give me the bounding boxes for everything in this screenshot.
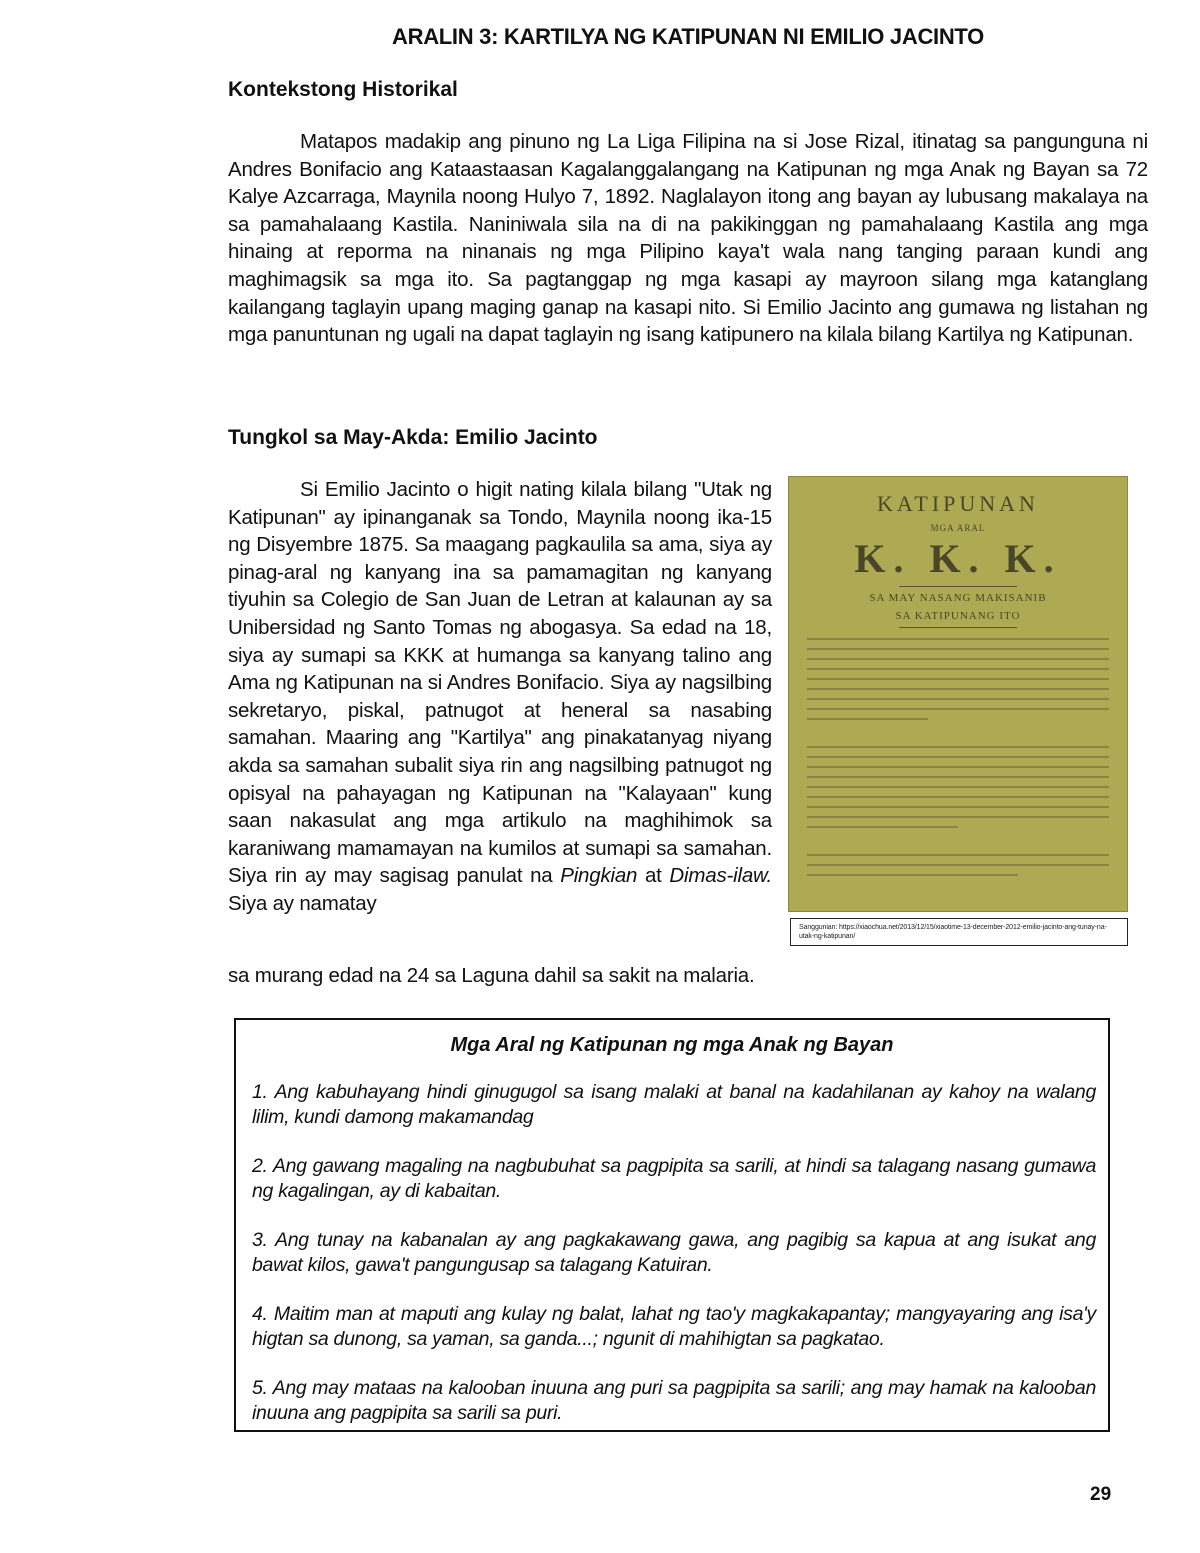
author-biography-paragraph <box>228 476 772 918</box>
pen-name-conjunction: at <box>637 864 670 888</box>
section-heading-historical-context: Kontekstong Historikal <box>228 78 458 101</box>
figure-caption-line1: SA MAY NASANG MAKISANIB <box>869 592 1047 604</box>
aral-item: 2. Ang gawang magaling na nagbubuhat sa pagpipita sa sarili, at hindi sa talagang nasang gumawa ng kagalingan, ay di kabaitan. <box>252 1155 1096 1202</box>
figure-title: KATIPUNAN <box>877 491 1039 516</box>
figure-monogram: K. K. K. <box>854 536 1062 581</box>
aral-item: 3. Ang tunay na kabanalan ay ang pagkakawang gawa, ang pagibig sa kapua at ang isukat ang bawat kilos, gawa't pangungusap sa talagang Katuiran. <box>252 1229 1096 1276</box>
aral-item: 1. Ang kabuhayang hindi ginugugol sa isang malaki at banal na kadahilanan ay kahoy na walang lilim, kundi damong makamandag <box>252 1081 1096 1128</box>
figure-divider <box>899 627 1017 628</box>
aral-box-title: Mga Aral ng Katipunan ng mga Anak ng Bayan <box>450 1034 894 1056</box>
katipunan-document-image <box>788 476 1128 912</box>
author-biography-text: Si Emilio Jacinto o higit nating kilala bilang "Utak ng Katipunan" ay ipinanganak sa Tondo, Maynila noong ika-15 ng Disyembre 1875. Sa maagang pagkaulila sa ama, siya ay pinag-aral ng kanyang ina sa pamamagitan ng kanyang tiyuhin sa Colegio de San Juan de Letran at kalaunan ay sa Unibersidad ng Santo Tomas ng abogasya. Sa edad na 18, siya ay sumapi sa KKK at humanga sa kanyang talino ang Ama ng Katipunan na si Andres Bonifacio. Siya ay nagsilbing sekretaryo, piskal, patnugot at heneral sa nasabing samahan. Maaring ang "Kartilya" ang pinakatanyag niyang akda sa samahan subalit siya rin ang nagsilbing patnugot ng opisyal na pahayagan ng Katipunan na "Kalayaan" kung saan nakasulat ang mga artikulo na maghihimok sa karaniwang mamamayan na kumilos at sumapi sa samahan. Siya rin ay may sagisag panulat na <box>228 478 772 888</box>
figure-divider <box>899 586 1017 587</box>
figure-subtitle: MGA ARAL <box>930 523 986 533</box>
image-source-caption: Sanggunian: https://xiaochua.net/2013/12/15/xiaotime-13-december-2012-emilio-jacinto-ang-tunay-na-utak-ng-katipunan/ <box>790 918 1128 946</box>
figure-caption-line2: SA KATIPUNANG ITO <box>895 610 1021 622</box>
historical-context-paragraph: Matapos madakip ang pinuno ng La Liga Filipina na si Jose Rizal, itinatag sa pangunguna ni Andres Bonifacio ang Kataastaasan Kagalanggalangang na Katipunan ng mga Anak ng Bayan sa 72 Kalye Azcarraga, Maynila noong Hulyo 7, 1892. Naglalayon itong ang bayan ay lubusang makalaya na sa pamahalaang Kastila. Naniniwala sila na di na pakikinggan ng pamahalaang Kastila ang mga hinaing at reporma na ninanais ng mga Pilipino kaya't wala nang tanging paraan kundi ang maghimagsik sa mga ito. Sa pagtanggap ng mga kasapi ay mayroon silang mga katanglang kailangang taglayin upang maging ganap na kasapi nito. Si Emilio Jacinto ang gumawa ng listahan ng mga panuntunan ng ugali na dapat taglayin ng isang katipunero na kilala bilang Kartilya ng Katipunan. <box>228 130 1148 347</box>
pen-name-pingkian: Pingkian <box>560 864 638 888</box>
author-biography-continuation: Siya ay namatay <box>228 891 377 915</box>
section-heading-about-author: Tungkol sa May-Akda: Emilio Jacinto <box>228 426 598 449</box>
aral-katipunan-box <box>234 1018 1110 1432</box>
figure-body-text-lines <box>807 638 1109 876</box>
page-number: 29 <box>1090 1484 1112 1505</box>
pen-name-dimas-ilaw: Dimas-ilaw. <box>669 864 772 888</box>
aral-item: 4. Maitim man at maputi ang kulay ng balat, lahat ng tao'y magkakapantay; mangyayaring ang isa'y higtan sa dunong, sa yaman, sa ganda...; ngunit di mahihigtan sa pagkatao. <box>252 1303 1096 1350</box>
author-biography-tail: sa murang edad na 24 sa Laguna dahil sa sakit na malaria. <box>228 964 755 987</box>
lesson-title: ARALIN 3: KARTILYA NG KATIPUNAN NI EMILIO JACINTO <box>392 24 984 49</box>
aral-item: 5. Ang may mataas na kalooban inuuna ang puri sa pagpipita sa sarili; ang may hamak na kalooban inuuna ang pagpipita sa sarili sa puri. <box>252 1377 1096 1424</box>
